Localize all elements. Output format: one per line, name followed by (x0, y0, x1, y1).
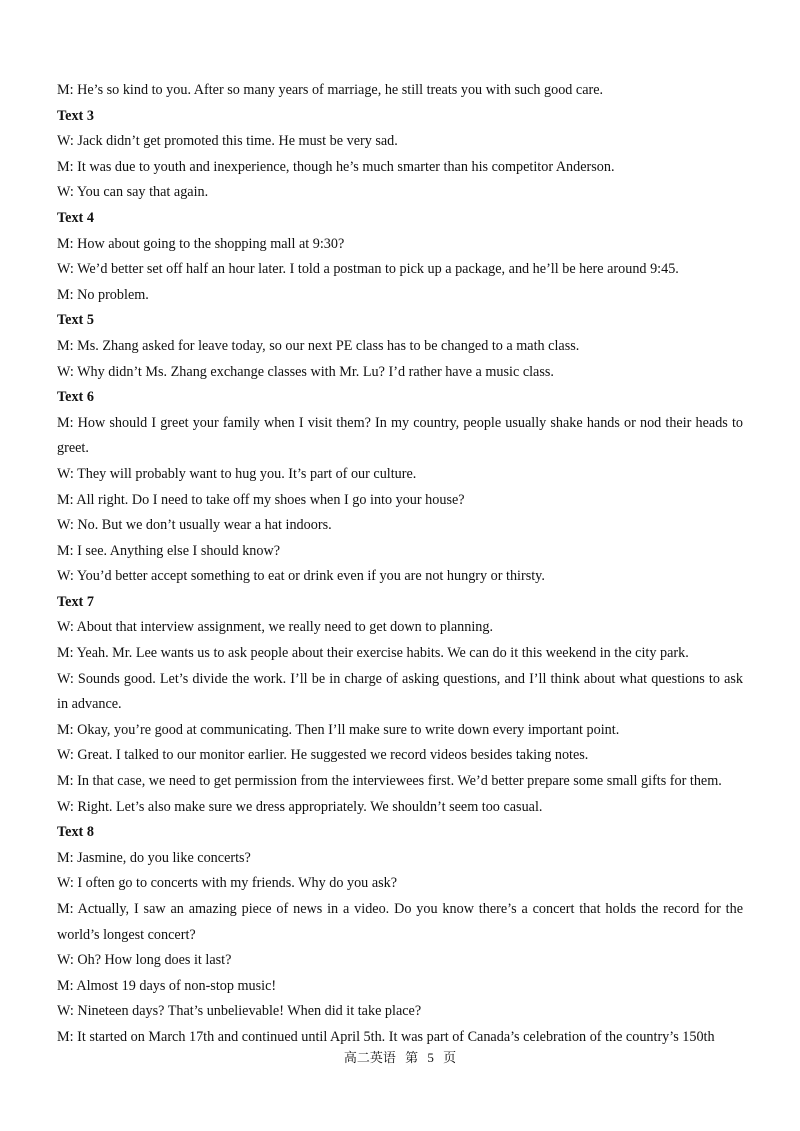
dialogue-line: W: Right. Let’s also make sure we dress appropriately. We shouldn’t seem too casual. (57, 798, 543, 815)
dialogue-line: M: Jasmine, do you like concerts? (57, 849, 251, 866)
transcript-body (57, 78, 743, 1051)
dialogue-line: M: How about going to the shopping mall at 9:30? (57, 235, 345, 252)
dialogue-line: W: You’d better accept something to eat or drink even if you are not hungry or thirsty. (57, 568, 545, 585)
footer-page-prefix: 第 (405, 1050, 419, 1065)
dialogue-line: M: Actually, I saw an amazing piece of news in a video. Do you know there’s a concert that holds the record for the world’s longest concert? (57, 901, 743, 943)
dialogue-line: W: We’d better set off half an hour later. I told a postman to pick up a package, and he’ll be here around 9:45. (57, 261, 679, 278)
dialogue-line: M: It was due to youth and inexperience, though he’s much smarter than his competitor Anderson. (57, 158, 615, 175)
dialogue-line: M: How should I greet your family when I visit them? In my country, people usually shake hands or nod their heads to greet. (57, 414, 743, 457)
section-heading: Text 6 (57, 389, 94, 406)
dialogue-line: W: Nineteen days? That’s unbelievable! When did it take place? (57, 1003, 422, 1020)
footer-subject: 高二英语 (343, 1050, 396, 1065)
section-heading: Text 8 (57, 824, 94, 841)
dialogue-line: M: He’s so kind to you. After so many years of marriage, he still treats you with such good care. (57, 82, 604, 98)
dialogue-line: W: They will probably want to hug you. It’s part of our culture. (57, 465, 417, 482)
dialogue-line: M: Okay, you’re good at communicating. Then I’ll make sure to write down every important point. (57, 721, 620, 738)
page-footer (0, 1048, 800, 1068)
dialogue-line: W: I often go to concerts with my friends. Why do you ask? (57, 875, 398, 892)
dialogue-line: W: Oh? How long does it last? (57, 952, 232, 969)
dialogue-line: W: You can say that again. (57, 184, 209, 201)
dialogue-line: M: Ms. Zhang asked for leave today, so our next PE class has to be changed to a math class. (57, 337, 580, 354)
dialogue-line: M: In that case, we need to get permission from the interviewees first. We’d better prepare some small gifts for them. (57, 773, 722, 790)
dialogue-line: M: I see. Anything else I should know? (57, 542, 281, 559)
dialogue-line: W: Why didn’t Ms. Zhang exchange classes with Mr. Lu? I’d rather have a music class. (57, 363, 554, 380)
dialogue-line: W: No. But we don’t usually wear a hat indoors. (57, 517, 332, 534)
footer-page-number: 5 (427, 1050, 434, 1065)
section-heading: Text 5 (57, 312, 94, 329)
dialogue-line: M: No problem. (57, 286, 149, 303)
section-heading: Text 7 (57, 593, 94, 610)
dialogue-line: M: Almost 19 days of non-stop music! (57, 977, 277, 994)
section-heading: Text 3 (57, 107, 94, 124)
footer-page-suffix: 页 (443, 1050, 457, 1065)
dialogue-line: W: Great. I talked to our monitor earlier. He suggested we record videos besides taking notes. (57, 747, 589, 764)
dialogue-line: M: Yeah. Mr. Lee wants us to ask people about their exercise habits. We can do it this weekend in the city park. (57, 645, 689, 662)
dialogue-line: M: All right. Do I need to take off my shoes when I go into your house? (57, 491, 465, 508)
dialogue-line: W: Jack didn’t get promoted this time. He must be very sad. (57, 133, 398, 150)
dialogue-line: W: Sounds good. Let’s divide the work. I’ll be in charge of asking questions, and I’ll think about what questions to ask in advance. (57, 670, 743, 713)
dialogue-line: M: It started on March 17th and continued until April 5th. It was part of Canada’s celebration of the country’s 150th (57, 1028, 715, 1045)
section-heading: Text 4 (57, 209, 94, 226)
dialogue-line: W: About that interview assignment, we really need to get down to planning. (57, 619, 494, 636)
